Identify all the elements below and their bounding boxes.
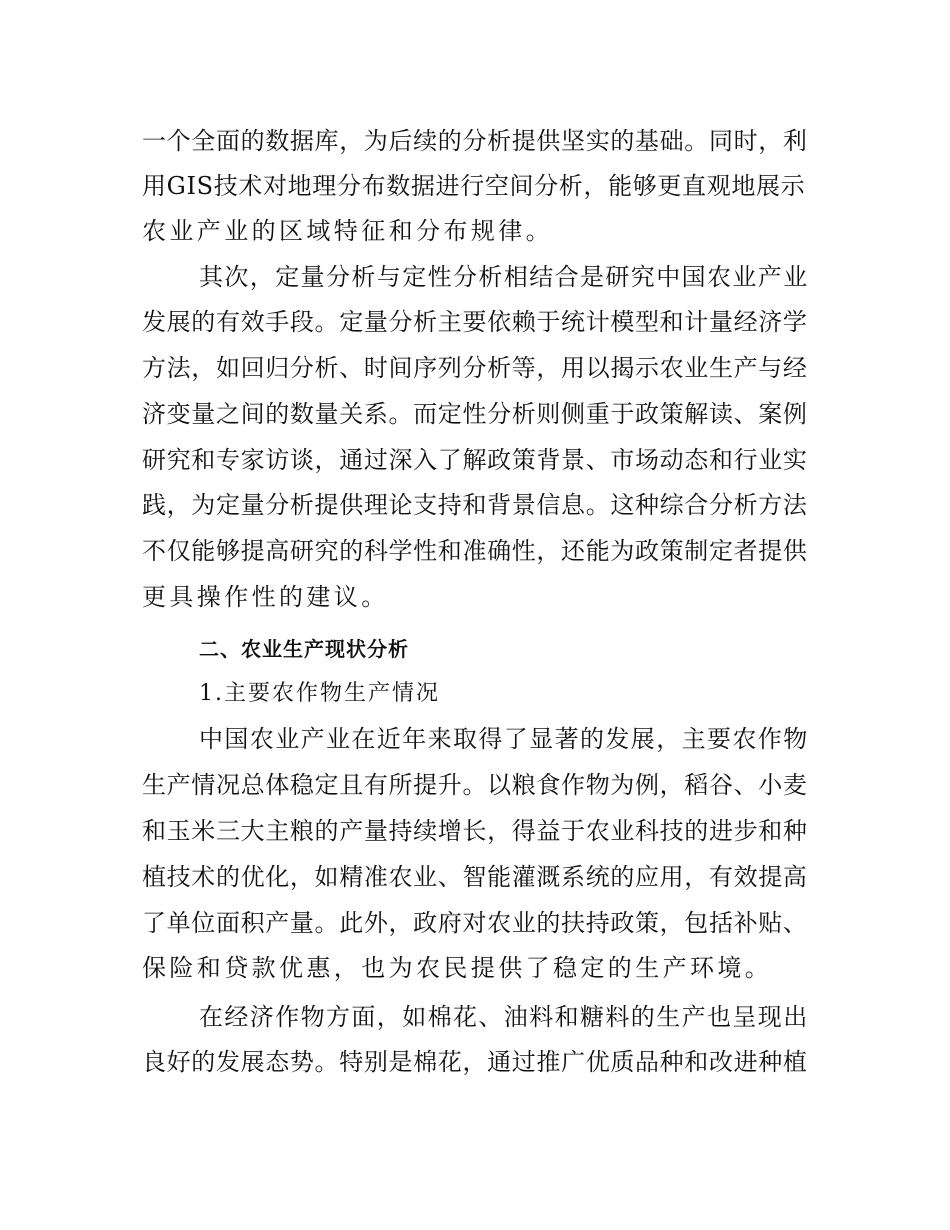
- paragraph-3-line-4: 植技术的优化，如精准农业、智能灌溉系统的应用，有效提高: [142, 863, 808, 891]
- paragraph-3-line-6: 保险和贷款优惠，也为农民提供了稳定的生产环境。: [142, 954, 773, 982]
- paragraph-2-line-3: 方法，如回归分析、时间序列分析等，用以揭示农业生产与经: [142, 354, 808, 382]
- paragraph-3-line-3: 和玉米三大主粮的产量持续增长，得益于农业科技的进步和种: [142, 817, 808, 845]
- paragraph-1-line-3: 农业产业的区域特征和分布规律。: [142, 217, 553, 245]
- paragraph-3-line-1: 中国农业产业在近年来取得了显著的发展，主要农作物: [199, 725, 809, 753]
- paragraph-4-line-2: 良好的发展态势。特别是棉花，通过推广优质品种和改进种植: [142, 1048, 808, 1076]
- paragraph-1-line-1: 一个全面的数据库，为后续的分析提供坚实的基础。同时，利: [142, 127, 808, 155]
- paragraph-2-line-5: 研究和专家访谈，通过深入了解政策背景、市场动态和行业实: [142, 446, 808, 474]
- paragraph-2-line-2: 发展的有效手段。定量分析主要依赖于统计模型和计量经济学: [142, 308, 808, 336]
- subsection-heading: 1.主要农作物生产情况: [199, 681, 440, 706]
- paragraph-4-line-1: 在经济作物方面，如棉花、油料和糖料的生产也呈现出: [199, 1003, 809, 1031]
- paragraph-2-line-8: 更具操作性的建议。: [142, 583, 389, 611]
- paragraph-3-line-5: 了单位面积产量。此外，政府对农业的扶持政策，包括补贴、: [142, 909, 808, 937]
- paragraph-3-line-2: 生产情况总体稳定且有所提升。以粮食作物为例，稻谷、小麦: [142, 771, 808, 799]
- paragraph-2-line-1: 其次，定量分析与定性分析相结合是研究中国农业产业: [199, 263, 809, 291]
- paragraph-2-line-4: 济变量之间的数量关系。而定性分析则侧重于政策解读、案例: [142, 400, 808, 428]
- paragraph-2-line-7: 不仅能够提高研究的科学性和准确性，还能为政策制定者提供: [142, 537, 808, 565]
- paragraph-2-line-6: 践，为定量分析提供理论支持和背景信息。这种综合分析方法: [142, 491, 808, 519]
- paragraph-1-line-2: 用GIS技术对地理分布数据进行空间分析，能够更直观地展示: [142, 172, 806, 200]
- section-heading: 二、农业生产现状分析: [199, 637, 409, 661]
